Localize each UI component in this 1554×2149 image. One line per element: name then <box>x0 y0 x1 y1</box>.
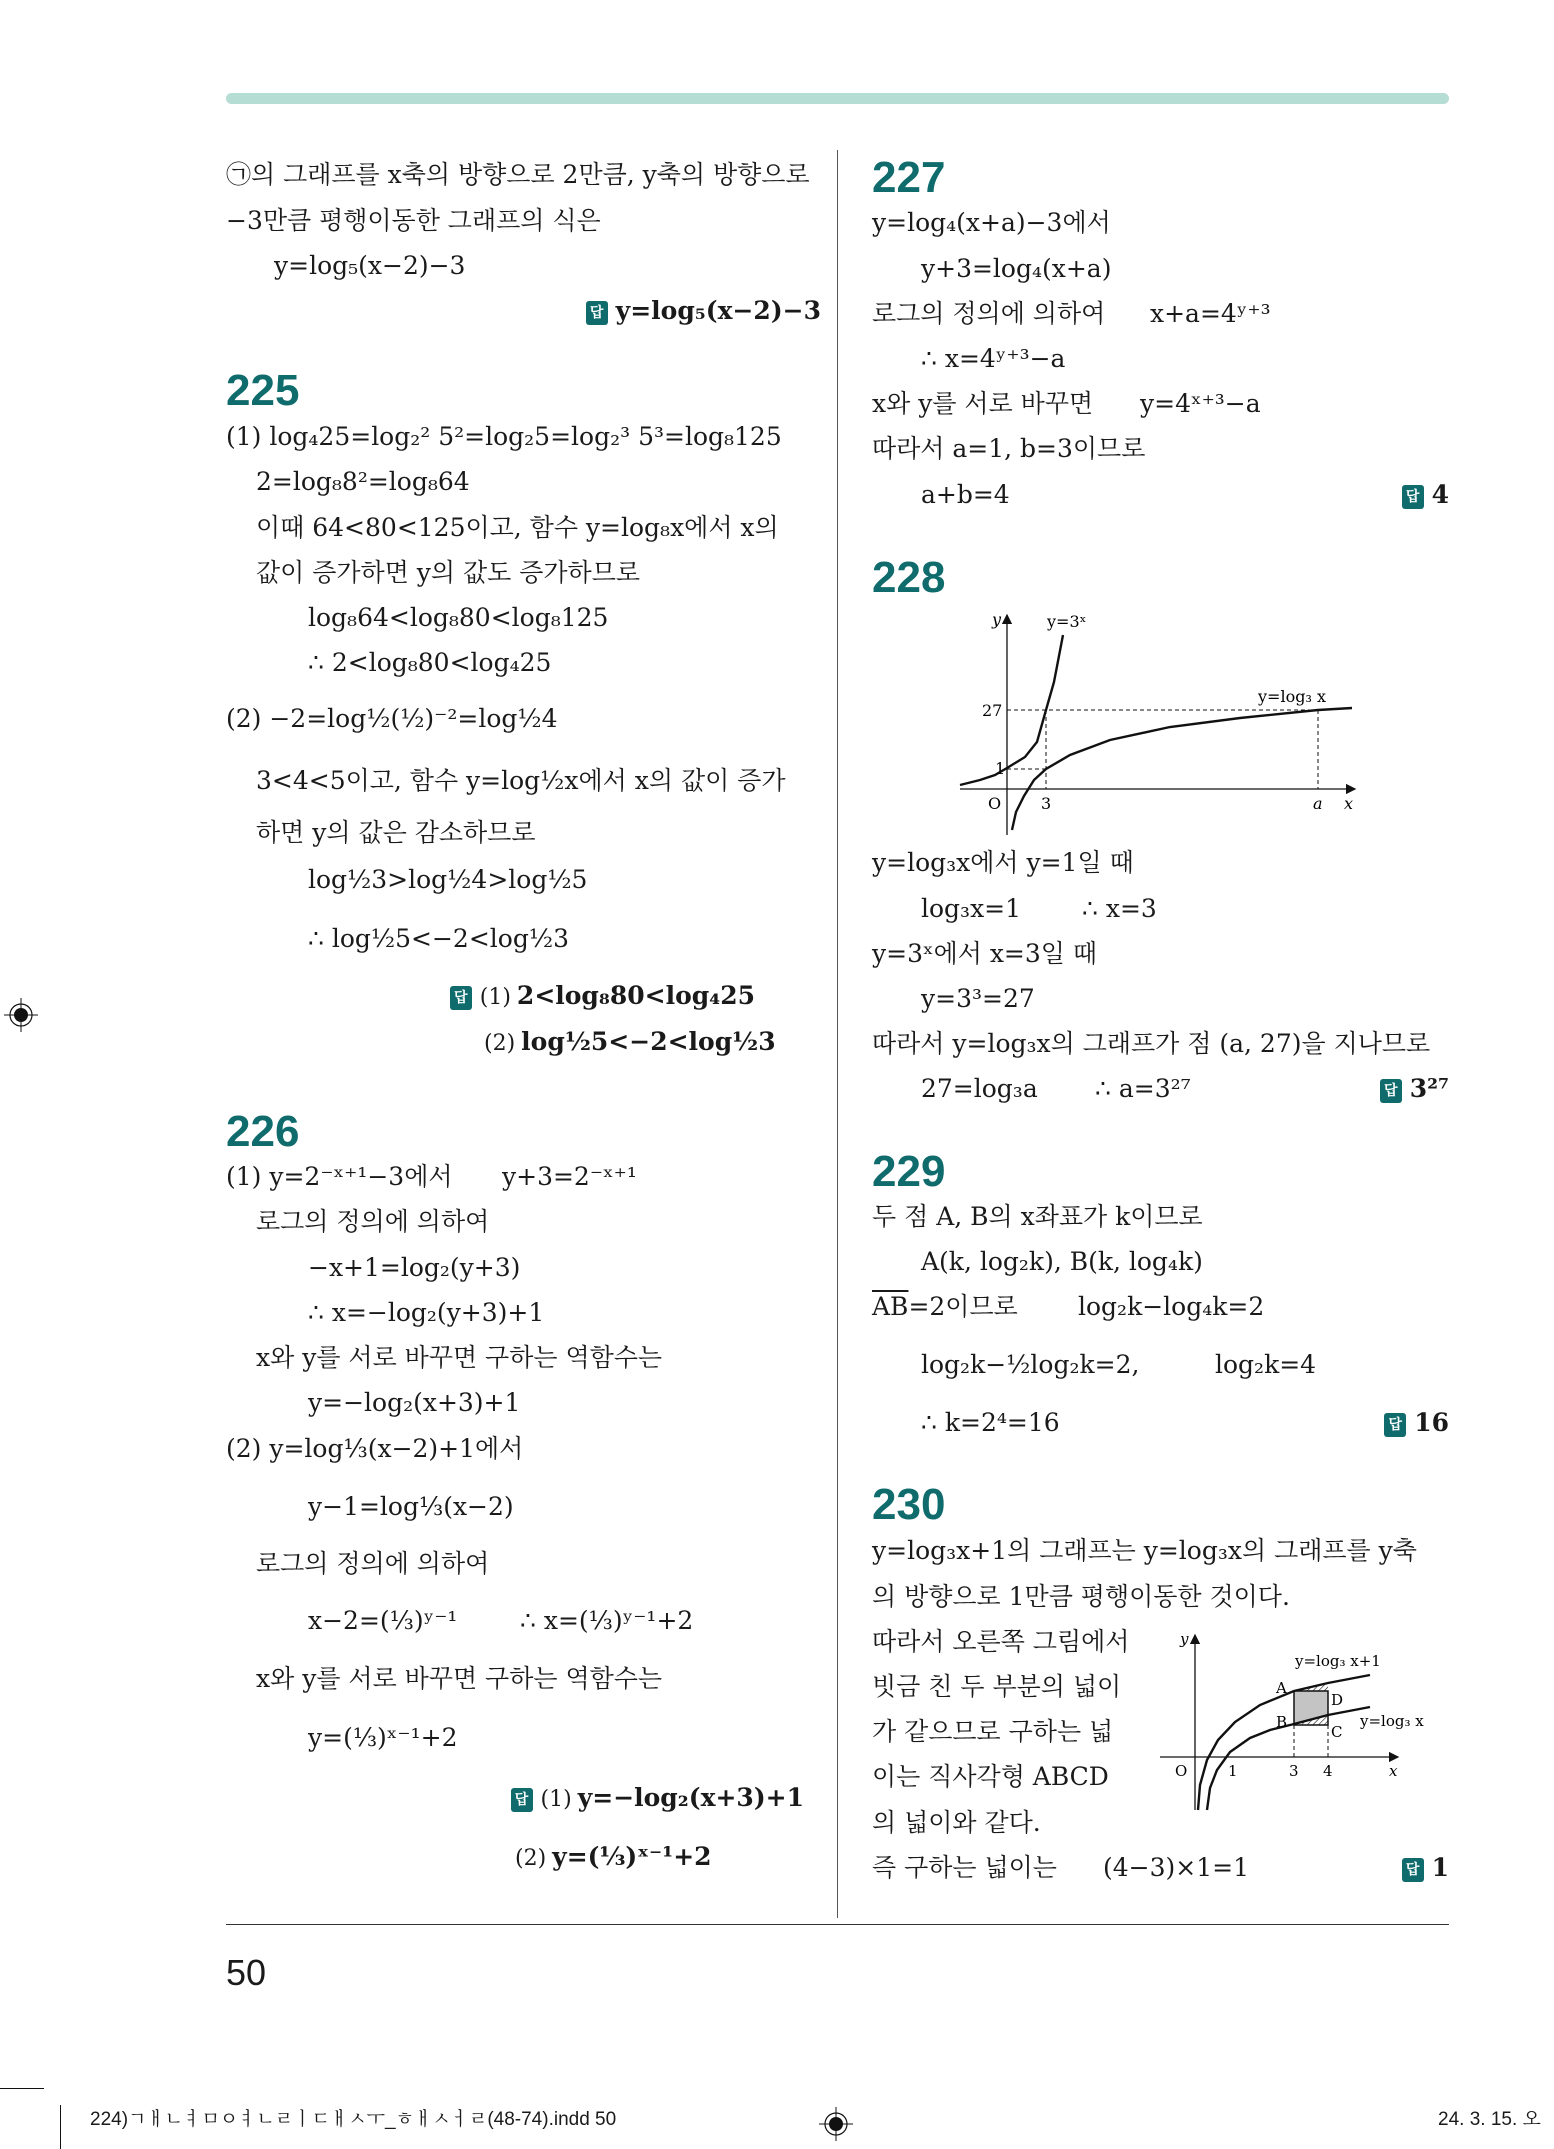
text-line: ∴ 2<log₈80<log₄25 <box>308 648 552 677</box>
text: x−2=(⅓)ʸ⁻¹ <box>308 1606 458 1635</box>
answer-label: (2) <box>484 1031 516 1056</box>
text-line: y=log₃x+1의 그래프는 y=log₃x의 그래프를 y축 <box>872 1536 1417 1565</box>
curve-log <box>1207 1707 1370 1810</box>
text-line: log₈64<log₈80<log₈125 <box>308 603 609 632</box>
answer-label: (2) <box>515 1846 547 1871</box>
tick-label: 4 <box>1323 1762 1333 1780</box>
problem-number-230: 230 <box>872 1480 946 1529</box>
text-line: (2) y=log⅓(x−2)+1에서 <box>226 1434 524 1463</box>
text-line: ㉠의 그래프를 x축의 방향으로 2만큼, y축의 방향으로 <box>226 160 810 189</box>
text-line: 3<4<5이고, 함수 y=log½x에서 x의 값이 증가 <box>256 766 786 795</box>
text: ∴ a=3²⁷ <box>1095 1074 1191 1103</box>
answer-badge-icon: 답 <box>511 1788 533 1812</box>
answer-text: 16 <box>1414 1408 1449 1437</box>
header-bar <box>226 93 1449 104</box>
answer-230 <box>1402 1852 1449 1884</box>
text-line: 따라서 오른쪽 그림에서 <box>872 1627 1130 1656</box>
answer-badge-icon: 답 <box>1380 1079 1402 1103</box>
text-line: 빗금 친 두 부분의 넓이 <box>872 1672 1122 1701</box>
crop-mark <box>60 2105 61 2149</box>
text-line: ∴ k=2⁴=16 <box>921 1408 1060 1437</box>
print-slug: 224)ㄱㅐㄴㅕㅁㅇㅕㄴㄹㅣㄷㅐㅅㅜ_ㅎㅐㅅㅓㄹ(48-74).indd 50 <box>90 2109 617 2130</box>
x-axis-label: x <box>1344 794 1354 813</box>
text-line: 두 점 A, B의 x좌표가 k이므로 <box>872 1202 1203 1231</box>
text-line: ∴ x=−log₂(y+3)+1 <box>308 1298 545 1327</box>
text: x+a=4ʸ⁺³ <box>1150 299 1271 328</box>
point-b: B <box>1276 1713 1288 1731</box>
text-line: y+3=log₄(x+a) <box>921 254 1112 283</box>
segment-ab: $\overline{AB}$ <box>872 1292 909 1321</box>
answer-229 <box>1384 1407 1449 1439</box>
answer-badge-icon: 답 <box>586 301 608 325</box>
text-line <box>226 1161 637 1193</box>
curve-exp <box>960 635 1063 785</box>
text: 로그의 정의에 의하여 <box>872 299 1106 328</box>
text-line: 이는 직사각형 ABCD <box>872 1762 1109 1791</box>
text-line: A(k, log₂k), B(k, log₄k) <box>921 1247 1203 1276</box>
text-line <box>872 1852 1249 1884</box>
answer-text: y=(⅓)ˣ⁻¹+2 <box>552 1842 712 1871</box>
text-line: −x+1=log₂(y+3) <box>308 1253 521 1282</box>
text: y+3=2⁻ˣ⁺¹ <box>502 1162 637 1191</box>
answer-text: 1 <box>1431 1853 1449 1882</box>
text-line: ∴ x=4ʸ⁺³−a <box>921 344 1066 373</box>
text-line: 이때 64<80<125이고, 함수 y=log₈x에서 x의 <box>256 513 779 542</box>
origin-label: O <box>988 794 1002 813</box>
text: log₂k=4 <box>1215 1350 1317 1379</box>
answer-228 <box>1380 1073 1449 1105</box>
problem-number-226: 226 <box>226 1107 300 1156</box>
text: ∴ x=(⅓)ʸ⁻¹+2 <box>520 1606 694 1635</box>
text: log₃x=1 <box>921 894 1022 923</box>
guide-lines <box>1007 710 1318 789</box>
curve-label-upper: y=log₃ x+1 <box>1295 1652 1381 1670</box>
text: x와 y를 서로 바꾸면 <box>872 389 1094 418</box>
answer-label: (1) <box>540 1787 572 1812</box>
text-line: 따라서 a=1, b=3이므로 <box>872 434 1146 463</box>
origin-label: O <box>1175 1762 1188 1780</box>
tick-label: 3 <box>1289 1762 1299 1780</box>
tick-label: 27 <box>982 701 1003 720</box>
page-number: 50 <box>226 1952 267 1993</box>
text: 27=log₃a <box>921 1074 1038 1103</box>
answer-224 <box>586 295 821 327</box>
curve-label-exp: y=3ˣ <box>1047 612 1087 631</box>
answer-225-2 <box>484 1026 776 1060</box>
text-line: y=3ˣ에서 x=3일 때 <box>872 939 1098 968</box>
point-c: C <box>1331 1723 1343 1741</box>
text-line <box>308 1605 693 1637</box>
guide-lines <box>1294 1725 1328 1757</box>
text-line: y=(⅓)ˣ⁻¹+2 <box>308 1723 458 1752</box>
problem-number-228: 228 <box>872 553 946 602</box>
text: log₂k−log₄k=2 <box>1078 1292 1265 1321</box>
text-line: x와 y를 서로 바꾸면 구하는 역함수는 <box>256 1664 663 1693</box>
text-line: y=log₄(x+a)−3에서 <box>872 208 1111 237</box>
curve-label-log: y=log₃ x <box>1258 687 1326 706</box>
text-line: 로그의 정의에 의하여 <box>256 1549 490 1578</box>
answer-badge-icon: 답 <box>1402 485 1424 509</box>
answer-label: (1) <box>479 985 511 1010</box>
graph-230 <box>1150 1610 1460 1830</box>
x-axis-label: x <box>1389 1762 1398 1780</box>
text-line: 의 넓이와 같다. <box>872 1808 1041 1837</box>
crop-mark <box>0 2088 44 2089</box>
print-date: 24. 3. 15. 오 <box>1438 2109 1541 2130</box>
y-axis-label: y <box>1180 1630 1189 1648</box>
column-divider <box>837 150 838 1918</box>
text-line: y=3³=27 <box>921 984 1035 1013</box>
registration-mark-icon <box>4 998 38 1032</box>
curve-log <box>1012 708 1352 830</box>
text-line <box>921 1349 1316 1381</box>
tick-label: 1 <box>1228 1762 1238 1780</box>
text-line <box>921 893 1157 925</box>
text-line: (2) −2=log½(½)⁻²=log½4 <box>226 704 558 733</box>
text: ∴ x=3 <box>1082 894 1157 923</box>
problem-number-225: 225 <box>226 366 300 415</box>
text-line: 값이 증가하면 y의 값도 증가하므로 <box>256 558 641 587</box>
text: 즉 구하는 넓이는 <box>872 1853 1057 1882</box>
text-line <box>872 1291 1264 1323</box>
answer-227 <box>1402 479 1449 511</box>
problem-number-229: 229 <box>872 1147 946 1196</box>
answer-text: y=−log₂(x+3)+1 <box>577 1783 804 1812</box>
text-line: x와 y를 서로 바꾸면 구하는 역함수는 <box>256 1343 663 1372</box>
text-line: (1) log₄25=log₂² 5²=log₂5=log₂³ 5³=log₈125 <box>226 422 782 451</box>
text-line: log½3>log½4>log½5 <box>308 865 588 894</box>
point-d: D <box>1331 1691 1344 1709</box>
tick-label: 1 <box>995 759 1006 778</box>
text-line: y−1=log⅓(x−2) <box>308 1492 514 1521</box>
tick-label: a <box>1313 794 1323 813</box>
text: =2이므로 <box>908 1292 1018 1321</box>
text-line: −3만큼 평행이동한 그래프의 식은 <box>226 206 601 235</box>
curve-label-lower: y=log₃ x <box>1360 1712 1424 1730</box>
text: y=4ˣ⁺³−a <box>1140 389 1261 418</box>
text <box>872 1291 1064 1323</box>
text-line: 따라서 y=log₃x의 그래프가 점 (a, 27)을 지나므로 <box>872 1029 1431 1058</box>
text: (4−3)×1=1 <box>1103 1853 1249 1882</box>
answer-226-1 <box>511 1782 804 1816</box>
text-line: 하면 y의 값은 감소하므로 <box>256 818 536 847</box>
text-line: y=log₃x에서 y=1일 때 <box>872 848 1134 877</box>
text-line <box>872 298 1271 330</box>
text-line: 2=log₈8²=log₈64 <box>256 467 470 496</box>
text: (1) y=2⁻ˣ⁺¹−3에서 <box>226 1162 453 1191</box>
text-line: y=−log₂(x+3)+1 <box>308 1388 521 1417</box>
point-a: A <box>1276 1679 1287 1697</box>
problem-number-227: 227 <box>872 153 946 202</box>
answer-text: 3²⁷ <box>1409 1074 1449 1103</box>
tick-label: 3 <box>1041 794 1052 813</box>
y-axis-label: y <box>992 610 1002 629</box>
text-line: 의 방향으로 1만큼 평행이동한 것이다. <box>872 1582 1290 1611</box>
text-line: 가 같으므로 구하는 넓 <box>872 1717 1114 1746</box>
text-line <box>872 388 1261 420</box>
answer-225-1 <box>450 980 755 1014</box>
answer-text: log½5<−2<log½3 <box>521 1027 776 1056</box>
registration-mark-icon <box>819 2107 853 2141</box>
equation-line: y=log₅(x−2)−3 <box>274 251 466 280</box>
text-line: ∴ log½5<−2<log½3 <box>308 924 569 953</box>
answer-badge-icon: 답 <box>1384 1413 1406 1437</box>
bottom-rule <box>226 1924 1449 1925</box>
answer-badge-icon: 답 <box>1402 1858 1424 1882</box>
answer-badge-icon: 답 <box>450 986 472 1010</box>
answer-text: 2<log₈80<log₄25 <box>516 981 755 1010</box>
text-line: 로그의 정의에 의하여 <box>256 1207 490 1236</box>
graph-228 <box>940 590 1380 840</box>
text: log₂k−½log₂k=2, <box>921 1350 1140 1379</box>
text-line: a+b=4 <box>921 480 1010 509</box>
answer-text: 4 <box>1431 480 1449 509</box>
answer-226-2 <box>515 1841 712 1875</box>
answer-text: y=log₅(x−2)−3 <box>615 296 821 325</box>
text-line <box>921 1073 1191 1105</box>
